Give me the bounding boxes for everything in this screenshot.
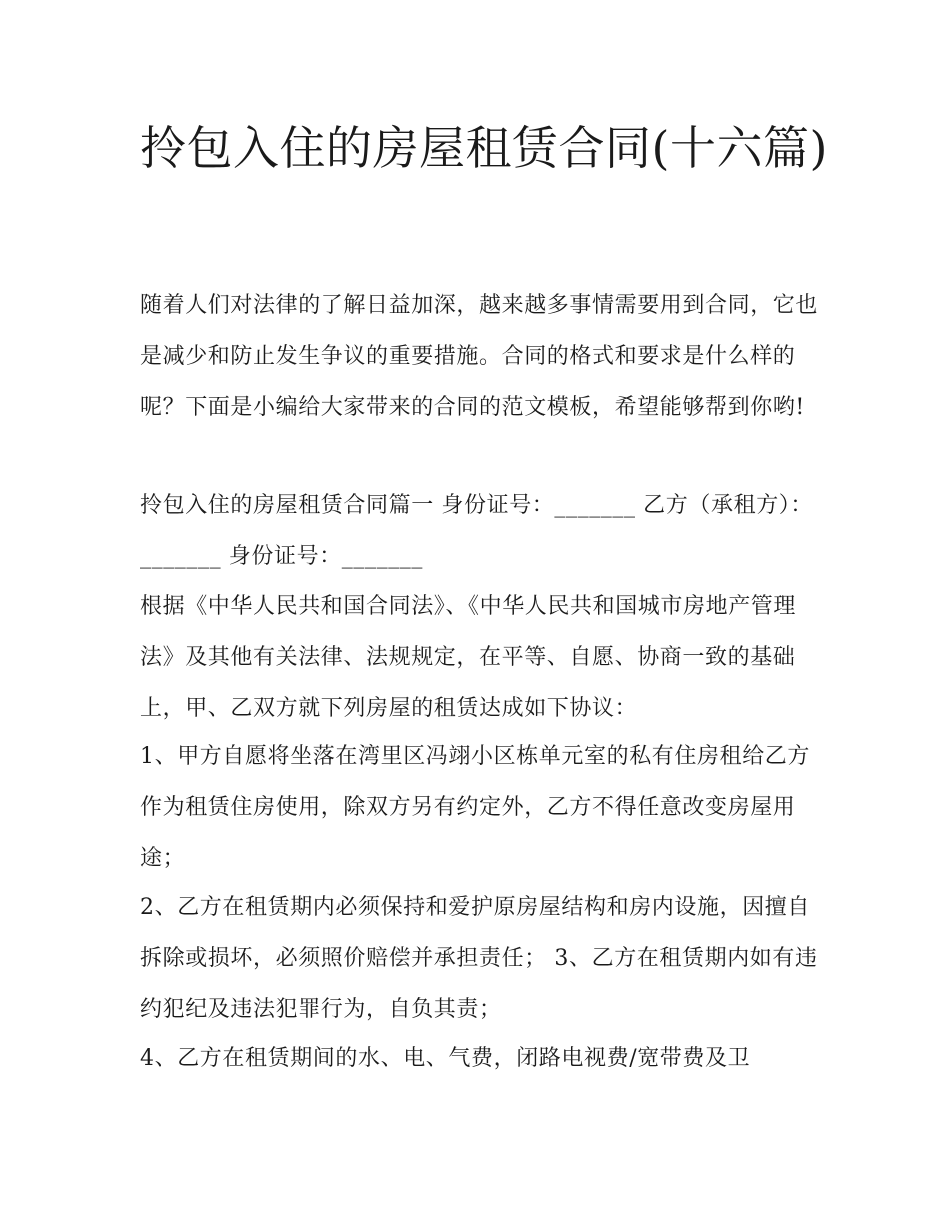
legal-basis-paragraph: 根据《中华人民共和国合同法》、《中华人民共和国城市房地产管理法》及其他有关法律、法规规定，在平等、自愿、协商一致的基础上，甲、乙双方就下列房屋的租赁达成如下协议： — [140, 594, 797, 721]
intro-paragraph: 随着人们对法律的了解日益加深，越来越多事情需要用到合同，它也是减少和防止发生争议的重要措施。合同的格式和要求是什么样的呢？下面是小编给大家带来的合同的范文模板，希望能够帮到你哟! — [140, 293, 819, 420]
clause-1: 1、甲方自愿将坐落在湾里区冯翊小区栋单元室的私有住房租给乙方作为租赁住房使用，除双方另有约定外，乙方不得任意改变房屋用途； — [140, 744, 810, 871]
contract-part1-header: 拎包入住的房屋租赁合同篇一 身份证号：_______ 乙方（承租方）：_______ 身份证号：_______ — [140, 493, 813, 569]
document-title: 拎包入住的房屋租赁合同(十六篇) — [140, 121, 828, 175]
clause-2-3: 2、乙方在租赁期内必须保持和爱护原房屋结构和房内设施，因擅自拆除或损坏，必须照价赔偿并承担责任； 3、乙方在租赁期内如有违约犯纪及违法犯罪行为，自负其责； — [140, 895, 818, 1022]
clause-4: 4、乙方在租赁期间的水、电、气费，闭路电视费/宽带费及卫 — [140, 1046, 751, 1071]
